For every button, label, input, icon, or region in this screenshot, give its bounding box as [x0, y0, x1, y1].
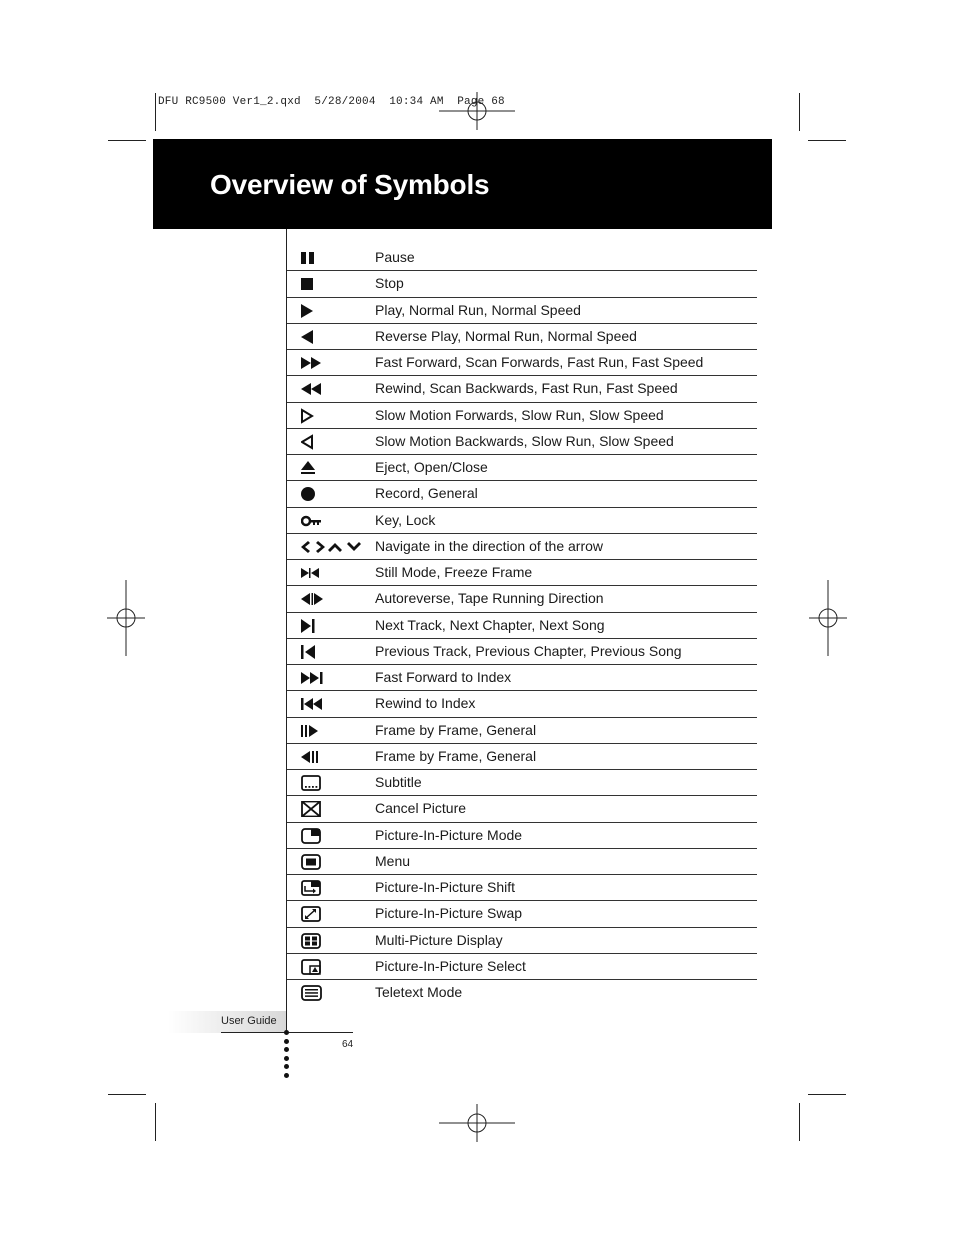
symbol-label: Subtitle [375, 774, 422, 790]
symbol-row [287, 901, 757, 927]
pip-mode-icon [301, 828, 361, 844]
symbol-label: Navigate in the direction of the arrow [375, 537, 604, 554]
eject-icon [301, 460, 361, 476]
fast-forward-index-icon [301, 670, 361, 686]
symbol-label: Menu [375, 852, 411, 869]
symbol-row [287, 718, 757, 744]
symbol-row [287, 639, 757, 665]
cancel-picture-icon [301, 801, 361, 817]
page-number: 64 [342, 1039, 354, 1050]
pip-swap-icon [301, 906, 361, 922]
symbol-row [287, 376, 757, 402]
symbol-label: Key, Lock [375, 511, 436, 528]
symbol-row [287, 928, 757, 954]
symbol-row [287, 245, 757, 271]
page-title: Overview of Symbols [210, 169, 490, 200]
symbol-label: Reverse Play, Normal Run, Normal Speed [375, 327, 637, 344]
autoreverse-icon [301, 591, 361, 607]
symbol-label: Rewind to Index [375, 695, 476, 712]
rewind-icon [301, 381, 361, 397]
pip-select-icon [301, 959, 361, 975]
next-track-icon [301, 618, 361, 634]
symbol-label: Still Mode, Freeze Frame [375, 564, 533, 580]
symbol-label: Stop [375, 275, 404, 292]
slow-forward-icon [301, 408, 361, 424]
symbol-row [287, 980, 757, 1006]
symbol-label: Slow Motion Backwards, Slow Run, Slow Speed [375, 432, 674, 449]
reverse-play-icon [301, 329, 361, 345]
footer-label: User Guide [221, 1015, 277, 1027]
symbol-row [287, 823, 757, 849]
symbol-row [287, 954, 757, 980]
symbol-row [287, 665, 757, 691]
symbol-row [287, 744, 757, 770]
symbol-row [287, 508, 757, 534]
registration-mark-bottom [439, 1104, 515, 1142]
symbol-label: Slow Motion Forwards, Slow Run, Slow Speed [375, 406, 664, 423]
pip-shift-icon [301, 880, 361, 896]
title-banner [153, 139, 772, 229]
symbol-label: Fast Forward to Index [375, 669, 512, 685]
symbol-row [287, 875, 757, 901]
symbol-row [287, 613, 757, 639]
symbol-row [287, 481, 757, 507]
symbol-row [287, 586, 757, 612]
symbol-row [287, 691, 757, 717]
symbol-label: Record, General [375, 485, 478, 502]
symbol-label: Teletext Mode [375, 984, 463, 1000]
symbol-label: Autoreverse, Tape Running Direction [375, 590, 604, 607]
record-icon [301, 486, 361, 502]
symbol-label: Multi-Picture Display [375, 931, 503, 948]
symbol-row [287, 849, 757, 875]
symbol-label: Picture-In-Picture Swap [375, 905, 523, 922]
symbol-label: Eject, Open/Close [375, 459, 488, 475]
symbol-row [287, 271, 757, 297]
rewind-index-icon [301, 696, 361, 712]
navigate-arrows-icon [301, 539, 361, 555]
symbol-label: Rewind, Scan Backwards, Fast Run, Fast Speed [375, 380, 678, 397]
symbol-row [287, 350, 757, 376]
symbols-table [287, 245, 757, 1006]
symbol-row [287, 560, 757, 586]
menu-icon [301, 854, 361, 870]
frame-forward-icon [301, 723, 361, 739]
pause-icon [301, 250, 361, 266]
symbol-label: Picture-In-Picture Shift [375, 879, 516, 895]
symbol-label: Frame by Frame, General [375, 721, 537, 738]
key-icon [301, 513, 361, 529]
symbol-row [287, 298, 757, 324]
symbol-row [287, 324, 757, 350]
symbol-row [287, 455, 757, 481]
symbol-label: Pause [375, 249, 415, 265]
footer-dots [284, 1030, 290, 1081]
stop-icon [301, 276, 361, 292]
print-slug-line: DFU RC9500 Ver1_2.qxd 5/28/2004 10:34 AM Page 68 [158, 96, 505, 108]
symbol-row [287, 534, 757, 560]
frame-backward-icon [301, 749, 361, 765]
symbol-label: Frame by Frame, General [375, 747, 537, 764]
previous-track-icon [301, 644, 361, 660]
symbol-row [287, 429, 757, 455]
multi-picture-icon [301, 933, 361, 949]
registration-mark-left [107, 580, 145, 656]
symbol-label: Play, Normal Run, Normal Speed [375, 301, 581, 318]
symbol-label: Picture-In-Picture Mode [375, 826, 523, 843]
symbol-label: Next Track, Next Chapter, Next Song [375, 616, 605, 633]
symbol-row [287, 796, 757, 822]
symbol-label: Cancel Picture [375, 800, 467, 817]
symbol-label: Previous Track, Previous Chapter, Previous Song [375, 642, 682, 659]
play-icon [301, 303, 361, 319]
symbol-row [287, 403, 757, 429]
fast-forward-icon [301, 355, 361, 371]
subtitle-icon [301, 775, 361, 791]
still-mode-icon [301, 565, 361, 581]
slow-backward-icon [301, 434, 361, 450]
registration-mark-right [809, 580, 847, 656]
symbol-label: Picture-In-Picture Select [375, 957, 526, 974]
teletext-icon [301, 985, 361, 1001]
registration-mark-top [439, 92, 515, 130]
symbol-row [287, 770, 757, 796]
symbol-label: Fast Forward, Scan Forwards, Fast Run, Fast Speed [375, 354, 704, 370]
